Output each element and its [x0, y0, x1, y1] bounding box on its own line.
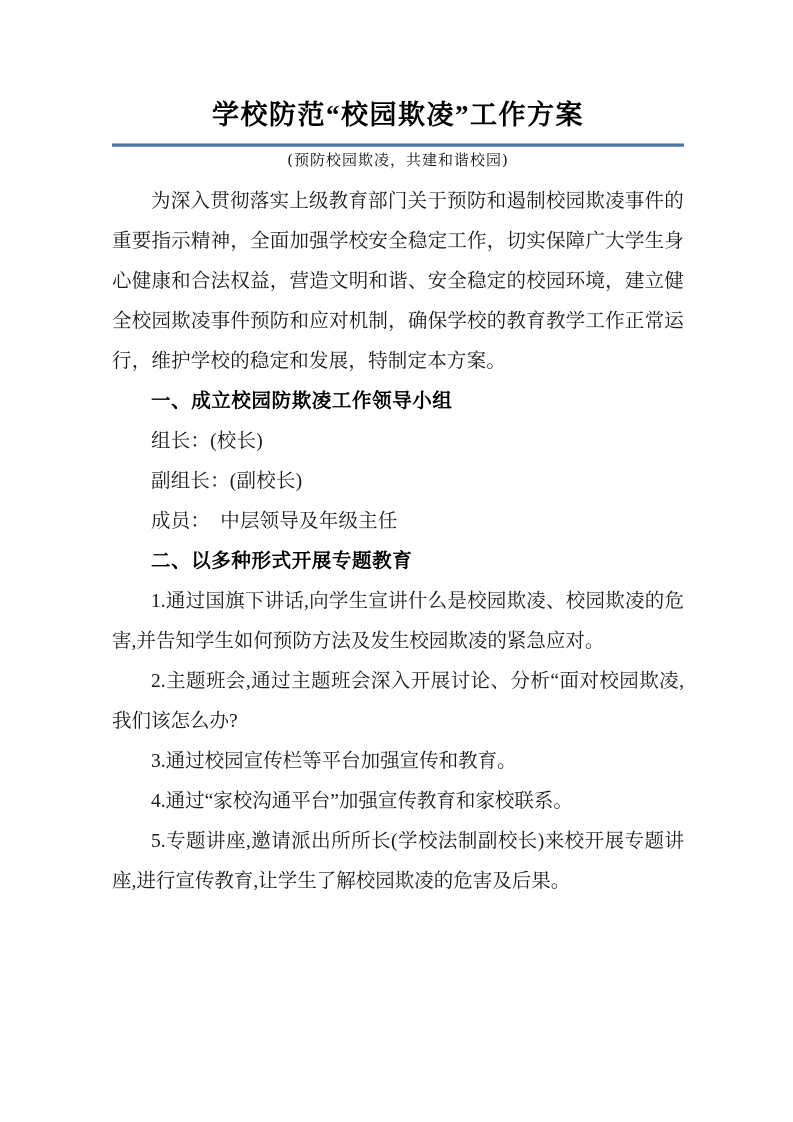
list-item: 1.通过国旗下讲话,向学生宣讲什么是校园欺凌、校园欺凌的危害,并告知学生如何预防方法及发生校园欺凌的紧急应对。 [112, 591, 684, 652]
roster-line-leader: 组长：(校长) [151, 431, 263, 452]
page-subtitle: (预防校园欺凌，共建和谐校园) [287, 151, 509, 169]
list-item: 5.专题讲座,邀请派出所所长(学校法制副校长)来校开展专题讲座,进行宣传教育,让学生了解校园欺凌的危害及后果。 [112, 831, 684, 892]
roster-line-deputy-leader: 副组长：(副校长) [151, 471, 303, 492]
list-item: 3.通过校园宣传栏等平台加强宣传和教育。 [151, 751, 517, 772]
section-heading-1: 一、成立校园防欺凌工作领导小组 [151, 391, 453, 412]
list-item: 2.主题班会,通过主题班会深入开展讨论、分析“面对校园欺凌,我们该怎么办? [112, 671, 684, 732]
list-item: 4.通过“家校沟通平台”加强宣传教育和家校联系。 [151, 791, 573, 812]
title-divider-rule [112, 143, 684, 147]
page-title: 学校防范“校园欺凌”工作方案 [212, 100, 584, 130]
document-content [112, 0, 684, 902]
lead-paragraph: 为深入贯彻落实上级教育部门关于预防和遏制校园欺凌事件的重要指示精神，全面加强学校安全稳定工作，切实保障广大学生身心健康和合法权益，营造文明和谐、安全稳定的校园环境，建立健全校园欺凌事件预防和应对机制，确保学校的教育教学工作正常运行，维护学校的稳定和发展，特制定本方案。 [112, 191, 684, 372]
roster-line-members: 成员： 中层领导及年级主任 [151, 511, 398, 532]
section-heading-2: 二、以多种形式开展专题教育 [151, 551, 413, 572]
